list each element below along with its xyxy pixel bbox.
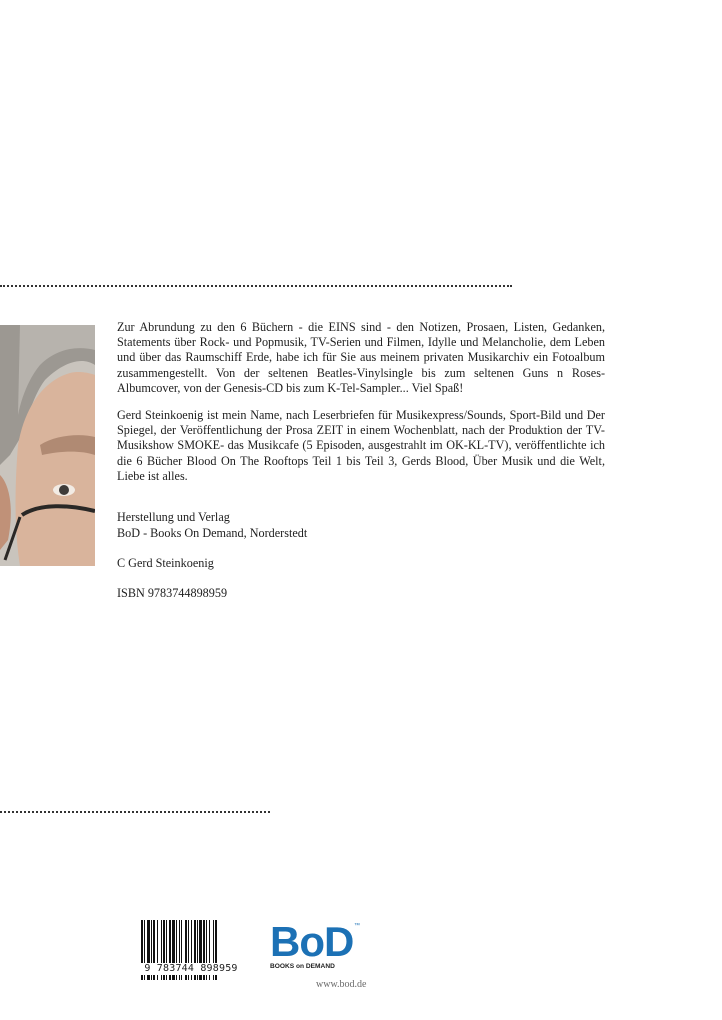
author-paragraph: Gerd Steinkoenig ist mein Name, nach Leserbriefen für Musikexpress/Sounds, Sport-Bild und Der Spiegel, der Veröffentlichung der Prosa ZEIT in einem Wochenblatt, nach der Produktion der TV-Musikshow SMOKE- das Musikcafe (5 Episoden, ausgestrahlt im OK-KL-TV), veröffentlichte ich die 6 Bücher Blood On The Rooftops Teil 1 bis Teil 3, Gerds Blood, Über Musik und die Welt, Liebe ist alles. (117, 408, 605, 483)
dotted-divider-top (0, 285, 512, 287)
bod-trademark: ™ (354, 923, 360, 929)
barcode-digits: 9 783744 898959 (129, 963, 253, 975)
bod-logo-subtitle: BOOKS on DEMAND (270, 963, 335, 970)
publisher-name: BoD - Books On Demand, Norderstedt (117, 526, 308, 540)
isbn-line: ISBN 9783744898959 (117, 586, 228, 600)
bod-logo-mark: BoD (270, 918, 354, 965)
dotted-divider-bottom (0, 811, 270, 813)
website-url: www.bod.de (316, 979, 367, 990)
publisher-heading: Herstellung und Verlag (117, 510, 230, 524)
author-photo (0, 325, 95, 566)
bod-logo (270, 918, 366, 974)
copyright-line: C Gerd Steinkoenig (117, 556, 214, 570)
intro-paragraph: Zur Abrundung zu den 6 Büchern - die EINS sind - den Notizen, Prosaen, Listen, Gedanken, Statements über Rock- und Popmusik, TV-Serien und Filmen, Idylle und Melancholie, dem Leben und über das Raumschiff Erde, habe ich für Sie aus meinem privaten Musikarchiv ein Fotoalbum zusammengestellt. Von der seltenen Beatles-Vinylsingle bis zum seltenen Guns n Roses-Albumcover, von der Genesis-CD bis zum K-Tel-Sampler... Viel Spaß! (117, 320, 605, 395)
